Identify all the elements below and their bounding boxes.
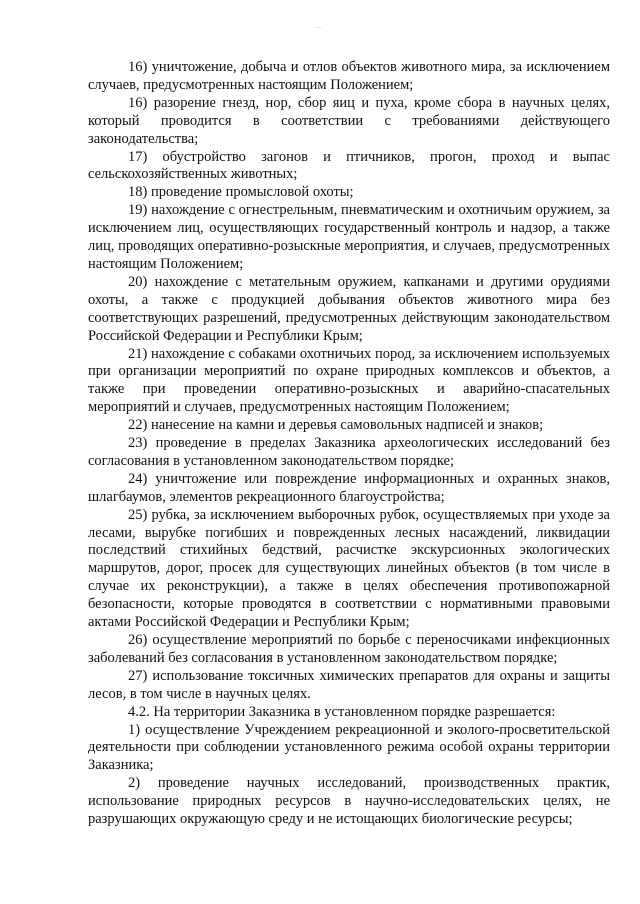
document-body [88, 59, 610, 829]
list-item-20: 20) нахождение с метательным оружием, капканами и другими орудиями охоты, а также с продукцией добывания объектов животного мира без соответствующих разрешений, предусмотренных действующим законодательством Российской Федерации и Республики Крым; [88, 273, 610, 344]
list-item-24: 24) уничтожение или повреждение информационных и охранных знаков, шлагбаумов, элементов рекреационного благоустройства; [88, 470, 610, 505]
list-item-26: 26) осуществление мероприятий по борьбе с переносчиками инфекционных заболеваний без согласования в установленном законодательством порядке; [88, 632, 610, 666]
allowed-item-2: 2) проведение научных исследований, производственных практик, использование природных ресурсов в научно-исследовательских целях, не разрушающих окружающую среду и не истощающих биологические ресурсы; [88, 775, 610, 828]
list-item-17: 17) обустройство загонов и птичников, прогон, проход и выпас сельскохозяйственных животных; [88, 148, 610, 183]
list-item-25: 25) рубка, за исключением выборочных рубок, осуществляемых при уходе за лесами, вырубке погибших и поврежденных лесных насаждений, ликвидации последствий стихийных бедствий, расчистке экскурсионных экологических маршрутов, дорог, просек для существующих линейных объектов (в том числе в случае их реконструкции), а также в целях обеспечения противопожарной безопасности, которые проводятся в соответствии с нормативными правовыми актами Российской Федерации и Республики Крым; [88, 506, 610, 631]
list-item-23: 23) проведение в пределах Заказника археологических исследований без согласования в установленном законодательством порядке; [88, 435, 610, 469]
list-item-19: 19) нахождение с огнестрельным, пневматическим и охотничьим оружием, за исключением лиц, осуществляющих государственный контроль и надзор, а также лиц, проводящих оперативно-розыскные мероприятия, и случаев, предусмотренных настоящим Положением; [88, 202, 610, 272]
list-item-18: 18) проведение промысловой охоты; [128, 184, 354, 201]
allowed-item-1: 1) осуществление Учреждением рекреационной и эколого-просветительской деятельности при соблюдении установленного режима особой охраны территории Заказника; [88, 721, 610, 774]
page-mark: ... [316, 24, 324, 30]
list-item-22: 22) нанесение на камни и деревья самовольных надписей и знаков; [128, 417, 544, 434]
section-heading-4-2: 4.2. На территории Заказника в установленном порядке разрешается: [128, 703, 556, 720]
list-item-27: 27) использование токсичных химических препаратов для охраны и защиты лесов, в том числе в научных целях. [88, 667, 610, 702]
list-item-16-nests: 16) разорение гнезд, нор, сбор яиц и пуха, кроме сбора в научных целях, который проводится в соответствии с требованиями действующего законодательства; [88, 94, 610, 147]
list-item-21: 21) нахождение с собаками охотничьих пород, за исключением используемых при организации мероприятий по охране природных комплексов и объектов, а также при проведении оперативно-розыскных и аварийно-спасательных мероприятий и случаев, предусмотренных настоящим Положением; [88, 345, 610, 416]
list-item-16-wildlife: 16) уничтожение, добыча и отлов объектов животного мира, за исключением случаев, предусмотренных настоящим Положением; [88, 59, 610, 93]
